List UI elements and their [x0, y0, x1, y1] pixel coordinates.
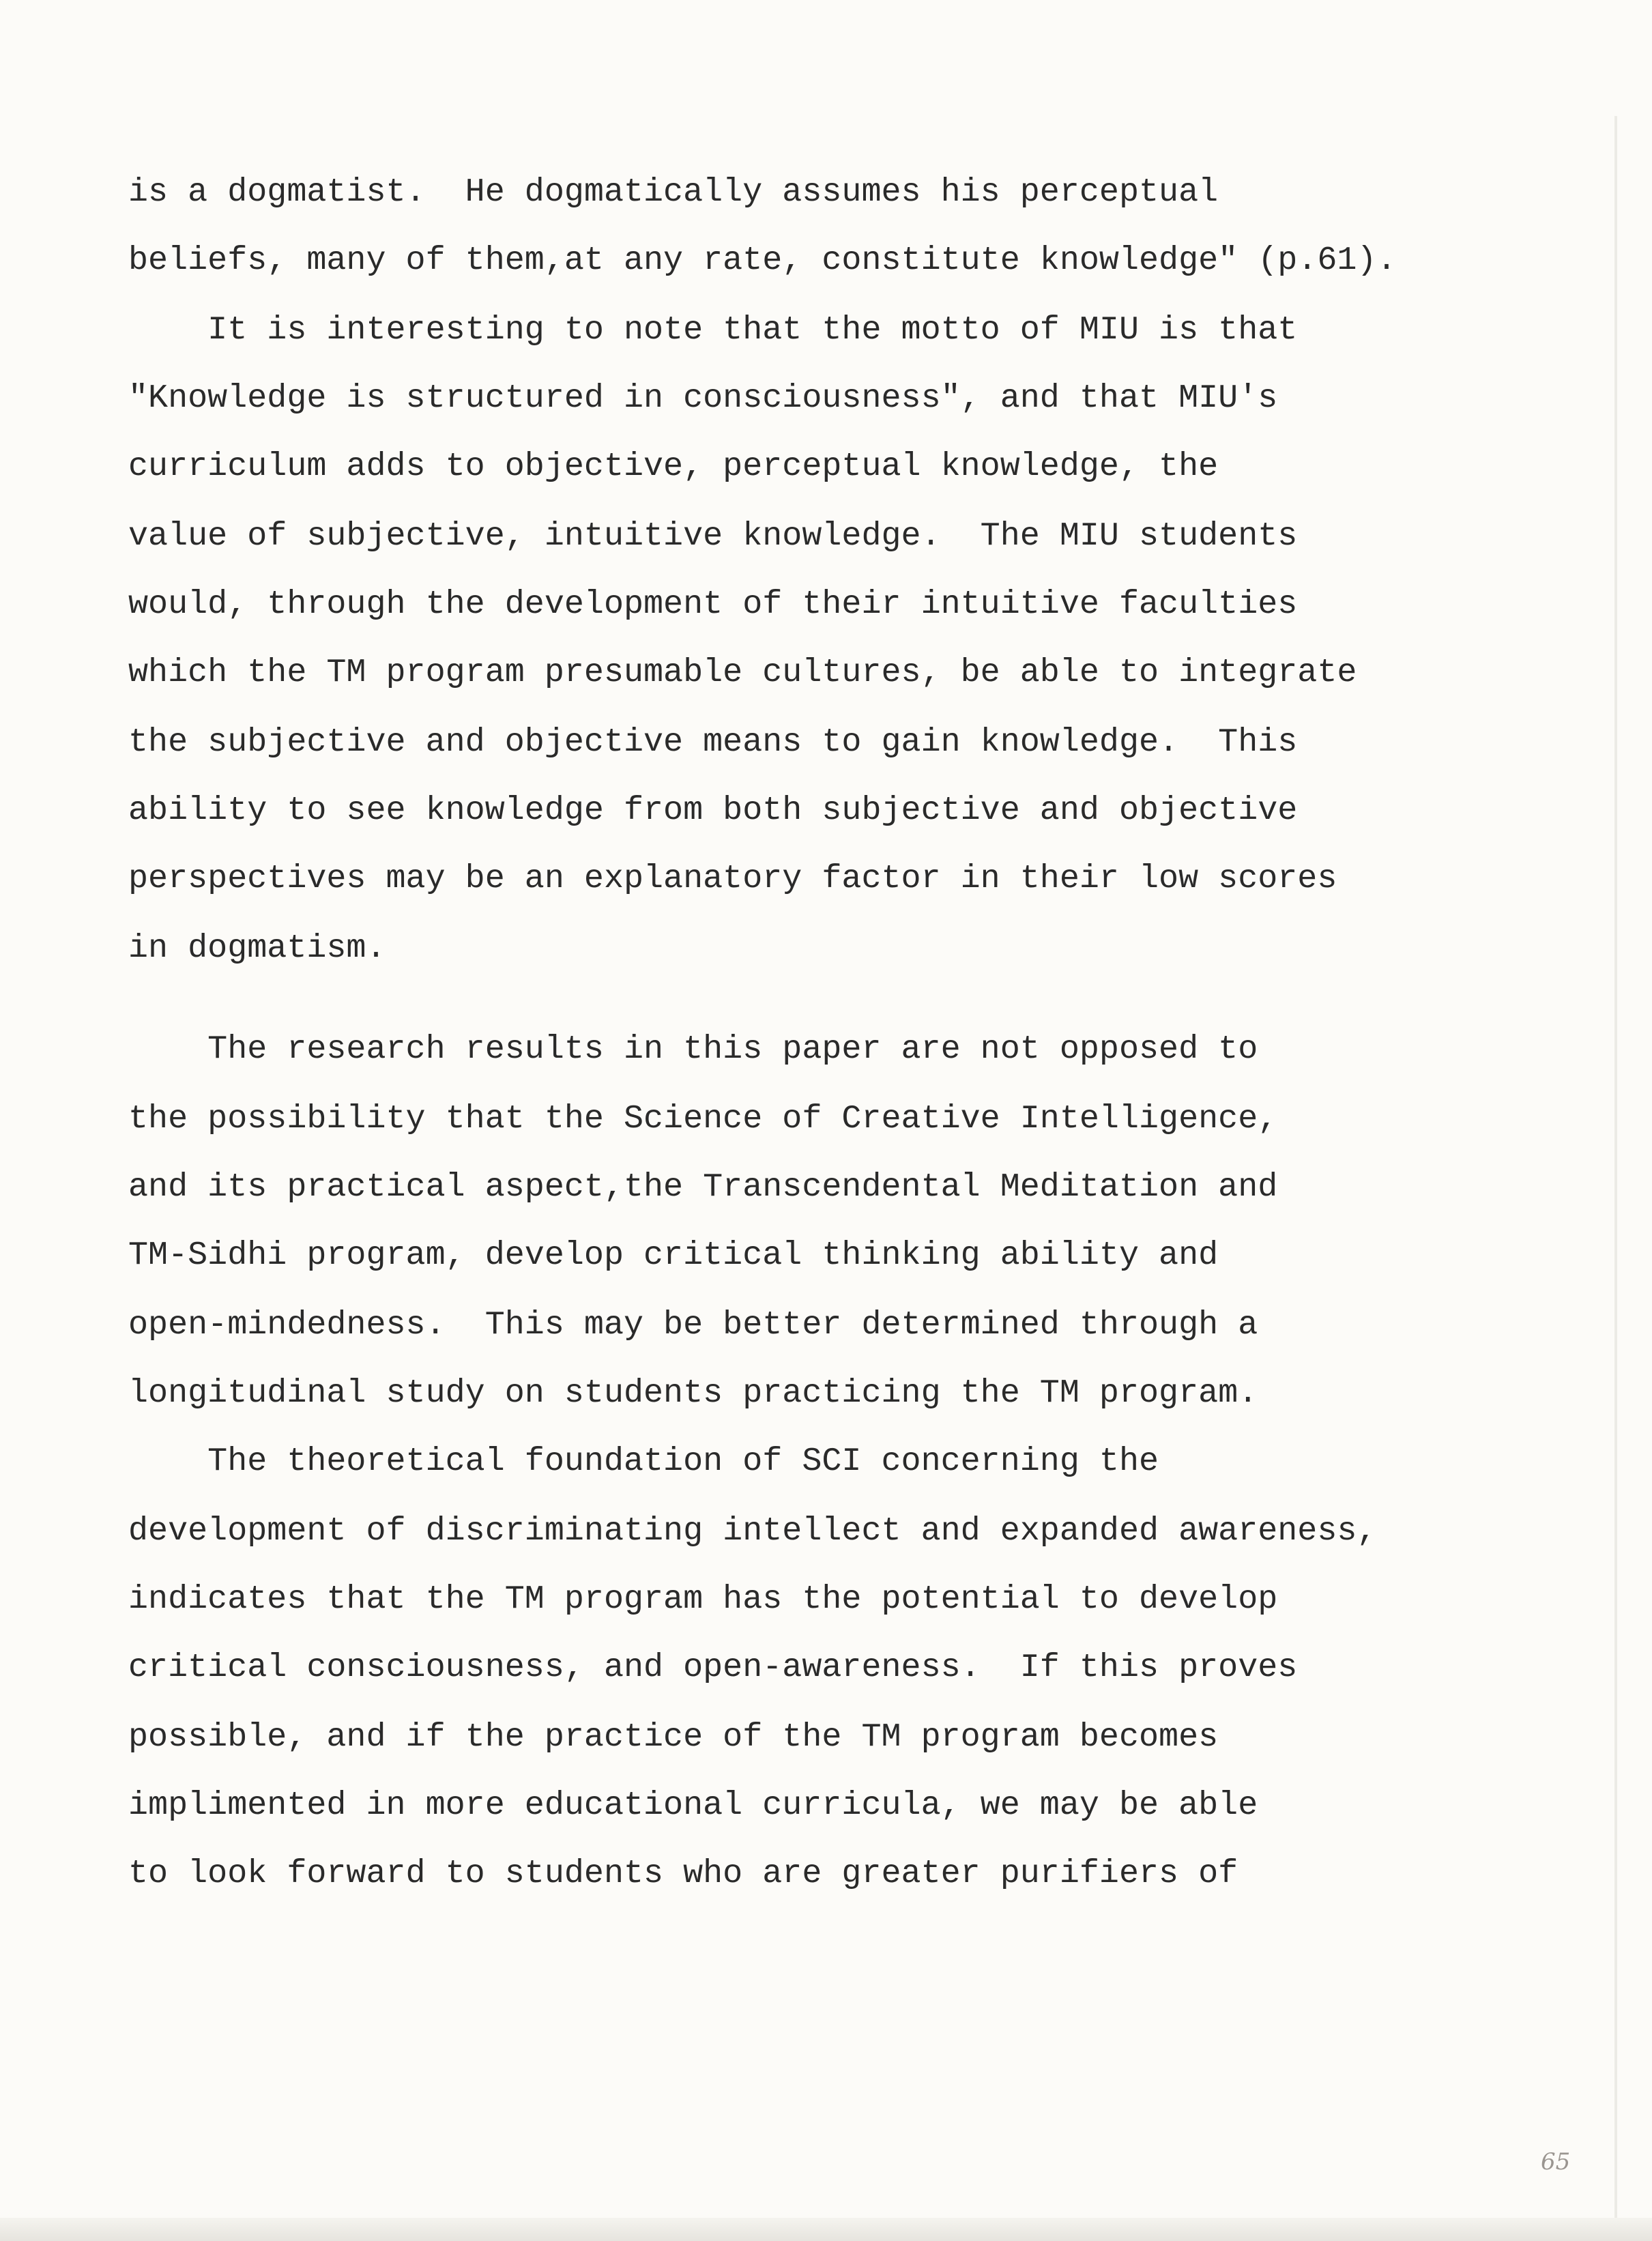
text-line: critical consciousness, and open-awareness. If this proves — [128, 1649, 1298, 1686]
text-line: TM-Sidhi program, develop critical thinking ability and — [128, 1237, 1219, 1274]
text-line: and its practical aspect,the Transcendental Meditation and — [128, 1168, 1278, 1206]
page-number: 65 — [1541, 2148, 1571, 2175]
text-line: value of subjective, intuitive knowledge. The MIU students — [128, 517, 1298, 555]
text-line: indicates that the TM program has the potential to develop — [128, 1580, 1278, 1618]
text-line: beliefs, many of them,at any rate, constitute knowledge" (p.61). — [128, 242, 1397, 279]
text-line: to look forward to students who are greater purifiers of — [128, 1855, 1238, 1892]
text-line: in dogmatism. — [128, 929, 386, 967]
text-line: possible, and if the practice of the TM program becomes — [128, 1718, 1219, 1756]
paper-edge-bottom — [0, 2218, 1652, 2241]
text-line: the possibility that the Science of Creative Intelligence, — [128, 1100, 1278, 1138]
text-line: perspectives may be an explanatory factor in their low scores — [128, 860, 1337, 897]
paper-edge-right — [1614, 116, 1617, 2241]
text-line: longitudinal study on students practicing the TM program. — [128, 1374, 1258, 1412]
text-line: the subjective and objective means to gain knowledge. This — [128, 723, 1298, 761]
text-line: The theoretical foundation of SCI concerning the — [128, 1443, 1159, 1480]
text-line: curriculum adds to objective, perceptual knowledge, the — [128, 448, 1219, 485]
text-line: implimented in more educational curricula, we may be able — [128, 1787, 1258, 1824]
text-line: "Knowledge is structured in consciousness", and that MIU's — [128, 379, 1278, 417]
text-line: ability to see knowledge from both subjective and objective — [128, 792, 1298, 829]
text-line: development of discriminating intellect and expanded awareness, — [128, 1512, 1377, 1550]
text-line: It is interesting to note that the motto of MIU is that — [128, 311, 1298, 349]
text-line: is a dogmatist. He dogmatically assumes his perceptual — [128, 173, 1219, 211]
text-line: open-mindedness. This may be better determined through a — [128, 1306, 1258, 1344]
text-line: The research results in this paper are not opposed to — [128, 1030, 1258, 1068]
text-line: which the TM program presumable cultures, be able to integrate — [128, 654, 1357, 691]
text-line: would, through the development of their intuitive faculties — [128, 585, 1298, 623]
